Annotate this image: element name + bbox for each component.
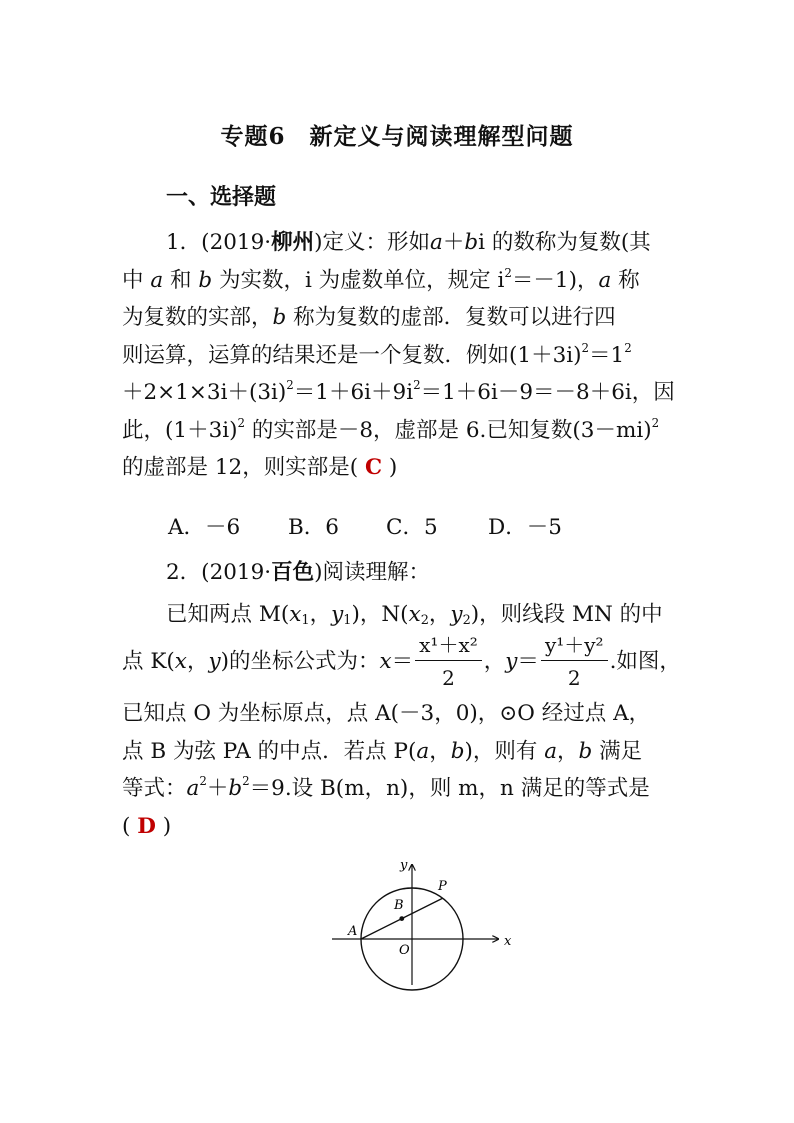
choice-a: A．－6 xyxy=(168,515,241,540)
q1-line-5: $+2\times 1\times 3i+(3i)^2=1+6i+9i^2=1+6i-9=-8+6i$，因 xyxy=(122,377,675,405)
q2-line-7: ( D ) xyxy=(122,813,172,839)
q1-line-6: 此，$(1+3i)^2$ 的实部是－8，虚部是 6.已知复数$(3-mi)^2$ xyxy=(122,415,660,443)
q2-line-1: 2．(2019·百色)阅读理解： xyxy=(166,560,431,585)
q1-line-7: 的虚部是 12，则实部是( C ) xyxy=(122,455,398,480)
choice-d: D．－5 xyxy=(488,515,562,540)
question-2 xyxy=(122,554,682,845)
q1-choices xyxy=(168,510,562,541)
q2-answer: D xyxy=(137,813,156,839)
circle-diagram xyxy=(330,855,510,990)
q1-line-4: 则运算，运算的结果还是一个复数．例如$(1+3i)^2=1^2$ xyxy=(122,340,632,368)
label-o: O xyxy=(399,943,410,958)
question-1 xyxy=(122,224,682,487)
q2-line-2: 已知两点 $M(x_1$，$y_1$)，$N(x_2$，$y_2$)，则线段 MN 的中 xyxy=(166,601,663,628)
q2-line-6: 等式：$a^2+b^2=9$.设 B(m，n)，则 m，n 满足的等式是 xyxy=(122,773,650,801)
page-title: 专题6 新定义与阅读理解型问题 xyxy=(220,123,574,150)
x-midpoint-fraction: $\frac{\text{x¹＋x²}}{2}$ xyxy=(415,630,482,695)
y-axis-label: y xyxy=(400,858,408,873)
label-a: A xyxy=(348,924,358,939)
q2-line-3: 点 K(x，y)的坐标公式为：x＝ $\frac{\text{x¹＋x²}}{2}$ ，y＝ $\frac{\text{y¹＋y²}}{2}$ .如图， xyxy=(122,629,682,695)
label-b: B xyxy=(394,898,404,913)
x-axis-label: x xyxy=(504,934,512,949)
choice-b: B．6 xyxy=(288,515,339,540)
q2-line-4: 已知点 O 为坐标原点，点 A(－3，0)，⊙O 经过点 A， xyxy=(122,701,651,726)
q2-line-5: 点 B 为弦 PA 的中点．若点 P(a，b)，则有 a，b 满足 xyxy=(122,738,643,764)
q1-answer: C xyxy=(364,455,383,480)
q1-line-1: 1．(2019·柳州)定义：形如a＋bi 的数称为复数(其 xyxy=(166,230,651,255)
section-heading: 一、选择题 xyxy=(166,184,277,210)
q1-line-2: 中 a 和 b 为实数，i 为虚数单位，规定 $i^2=-1$)，a 称 xyxy=(122,265,640,293)
label-p: P xyxy=(438,879,447,894)
choice-c: C．5 xyxy=(386,515,438,540)
point-b xyxy=(399,916,404,921)
q1-line-3: 为复数的实部，b 称为复数的虚部．复数可以进行四 xyxy=(122,305,616,330)
y-midpoint-fraction: $\frac{\text{y¹＋y²}}{2}$ xyxy=(541,630,608,695)
